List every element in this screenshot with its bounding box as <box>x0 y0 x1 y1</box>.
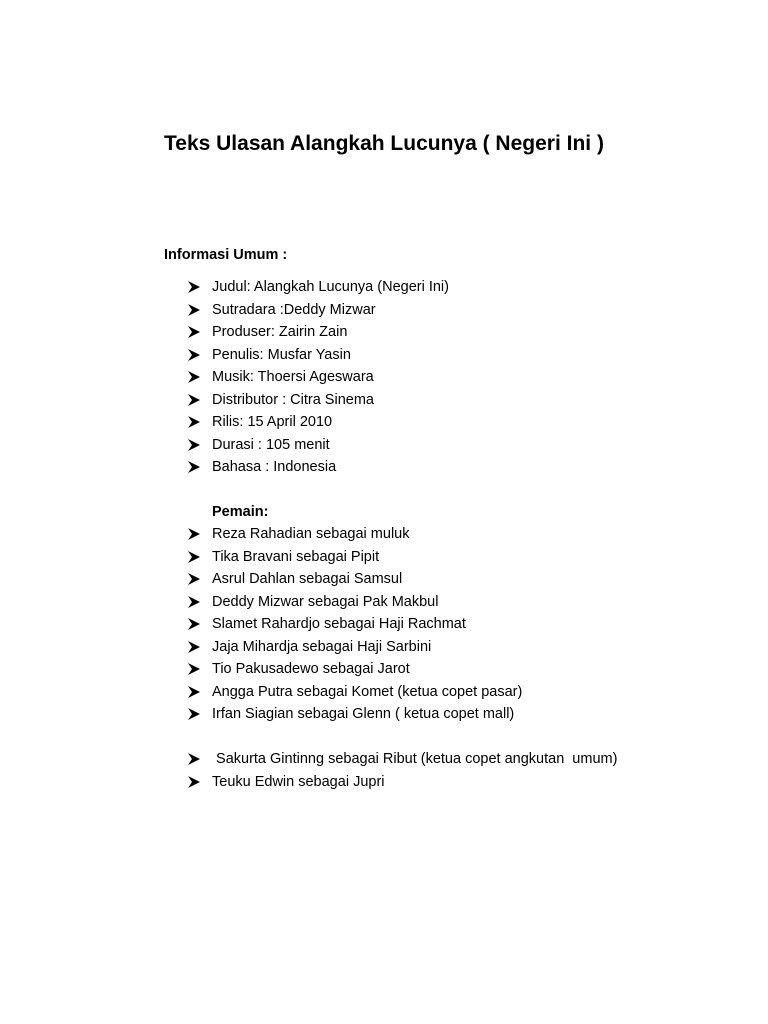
arrowhead-bullet-icon <box>187 617 212 631</box>
list-item-text: Sakurta Gintinng sebagai Ribut (ketua copet angkutan umum) <box>212 751 618 767</box>
list-item <box>187 658 522 681</box>
list-item <box>187 681 522 704</box>
list-item <box>187 389 449 412</box>
list-item-text: Durasi : 105 menit <box>212 436 330 453</box>
list-item-text: Angga Putra sebagai Komet (ketua copet pasar) <box>212 683 523 700</box>
arrowhead-bullet-icon <box>187 460 212 474</box>
list-item-text: Tika Bravani sebagai Pipit <box>212 548 380 565</box>
info-list <box>187 276 449 479</box>
cast-list <box>187 523 522 726</box>
list-item-text: Bahasa : Indonesia <box>212 459 337 475</box>
arrowhead-bullet-icon <box>187 280 212 294</box>
list-item <box>187 703 522 726</box>
cast-heading: Pemain: <box>212 504 269 520</box>
list-item-text: Sutradara :Deddy Mizwar <box>212 301 376 318</box>
list-item-text: Asrul Dahlan sebagai Samsul <box>212 571 403 587</box>
list-item <box>187 411 449 434</box>
arrowhead-bullet-icon <box>187 707 212 721</box>
arrowhead-bullet-icon <box>187 775 212 789</box>
list-item-text: Irfan Siagian sebagai Glenn ( ketua copet mall) <box>212 706 515 722</box>
arrowhead-bullet-icon <box>187 415 212 429</box>
list-item <box>187 344 449 367</box>
arrowhead-bullet-icon <box>187 348 212 362</box>
list-item <box>187 434 449 457</box>
list-item-text: Slamet Rahardjo sebagai Haji Rachmat <box>212 616 466 632</box>
list-item <box>187 321 449 344</box>
arrowhead-bullet-icon <box>187 550 212 564</box>
list-item-text: Penulis: Musfar Yasin <box>212 346 351 363</box>
arrowhead-bullet-icon <box>187 393 212 407</box>
list-item-text: Teuku Edwin sebagai Jupri <box>212 773 385 790</box>
arrowhead-bullet-icon <box>187 752 212 766</box>
list-item <box>187 366 449 389</box>
list-item-text: Judul: Alangkah Lucunya (Negeri Ini) <box>212 279 449 295</box>
list-item <box>187 456 449 479</box>
list-item <box>187 299 449 322</box>
document-title: Teks Ulasan Alangkah Lucunya ( Negeri Ini ) <box>164 132 604 155</box>
list-item-text: Distributor : Citra Sinema <box>212 391 374 408</box>
arrowhead-bullet-icon <box>187 325 212 339</box>
list-item <box>187 591 522 614</box>
list-item-text: Rilis: 15 April 2010 <box>212 414 333 430</box>
list-item <box>187 613 522 636</box>
arrowhead-bullet-icon <box>187 370 212 384</box>
list-item <box>187 568 522 591</box>
list-item <box>187 771 617 794</box>
arrowhead-bullet-icon <box>187 640 212 654</box>
list-item-text: Tio Pakusadewo sebagai Jarot <box>212 661 410 677</box>
arrowhead-bullet-icon <box>187 595 212 609</box>
arrowhead-bullet-icon <box>187 662 212 676</box>
cast-list-continued <box>187 748 617 793</box>
list-item <box>187 546 522 569</box>
arrowhead-bullet-icon <box>187 438 212 452</box>
list-item-text: Deddy Mizwar sebagai Pak Makbul <box>212 593 439 610</box>
list-item-text: Produser: Zairin Zain <box>212 324 348 340</box>
arrowhead-bullet-icon <box>187 303 212 317</box>
list-item <box>187 636 522 659</box>
list-item <box>187 523 522 546</box>
list-item-text: Reza Rahadian sebagai muluk <box>212 526 410 542</box>
arrowhead-bullet-icon <box>187 572 212 586</box>
list-item-text: Musik: Thoersi Ageswara <box>212 369 374 385</box>
arrowhead-bullet-icon <box>187 527 212 541</box>
list-item <box>187 748 617 771</box>
list-item <box>187 276 449 299</box>
arrowhead-bullet-icon <box>187 685 212 699</box>
info-heading: Informasi Umum : <box>164 247 288 263</box>
list-item-text: Jaja Mihardja sebagai Haji Sarbini <box>212 638 432 655</box>
